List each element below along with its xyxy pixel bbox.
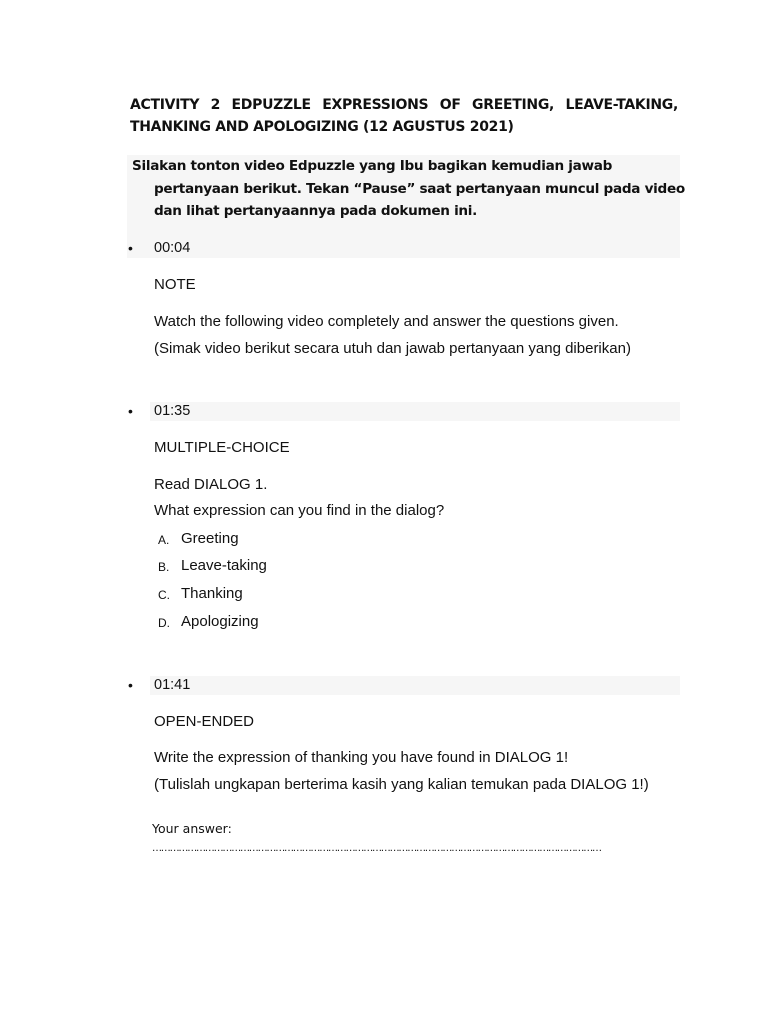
question-text: What expression can you find in the dialog? xyxy=(154,502,445,519)
option-text: Greeting xyxy=(181,530,239,547)
question-text: Write the expression of thanking you have found in DIALOG 1! xyxy=(154,749,569,766)
item-type-label: MULTIPLE-CHOICE xyxy=(154,439,290,456)
question-translation: (Tulislah ungkapan berterima kasih yang kalian temukan pada DIALOG 1!) xyxy=(154,776,649,793)
answer-line[interactable]: ……………………………………………………………………………………………………………………………………… xyxy=(152,843,601,854)
option-text: Leave-taking xyxy=(181,557,267,574)
bullet-marker: • xyxy=(128,240,133,256)
option-letter: B. xyxy=(158,560,170,574)
instructions-text: Silakan tonton video Edpuzzle yang Ibu bagikan kemudian jawab pertanyaan berikut. Tekan “Pause” saat pertanyaan muncul pada video dan lihat pertanyaannya pada dokumen ini. xyxy=(132,158,685,219)
instructions-box xyxy=(127,155,685,258)
option-letter: D. xyxy=(158,616,170,630)
timestamp: 00:04 xyxy=(154,240,191,256)
option-text: Thanking xyxy=(181,585,243,602)
timestamp-highlight xyxy=(150,402,680,421)
document-title: ACTIVITY 2 EDPUZZLE EXPRESSIONS OF GREETING, LEAVE-TAKING, THANKING AND APOLOGIZING (12 AGUSTUS 2021) xyxy=(130,97,678,135)
option-letter: C. xyxy=(158,588,170,602)
note-text-indonesian: (Simak video berikut secara utuh dan jawab pertanyaan yang diberikan) xyxy=(154,340,631,357)
bullet-marker: • xyxy=(128,677,133,693)
timestamp: 01:41 xyxy=(154,677,191,693)
question-prompt: Read DIALOG 1. xyxy=(154,476,268,493)
option-text: Apologizing xyxy=(181,613,259,630)
timestamp-highlight xyxy=(150,676,680,695)
bullet-marker: • xyxy=(128,403,133,419)
note-text-english: Watch the following video completely and answer the questions given. xyxy=(154,313,619,330)
timestamp: 01:35 xyxy=(154,403,191,419)
item-type-label: OPEN-ENDED xyxy=(154,713,255,730)
answer-label: Your answer: xyxy=(152,821,232,836)
item-type-label: NOTE xyxy=(154,276,196,293)
option-letter: A. xyxy=(158,533,170,547)
